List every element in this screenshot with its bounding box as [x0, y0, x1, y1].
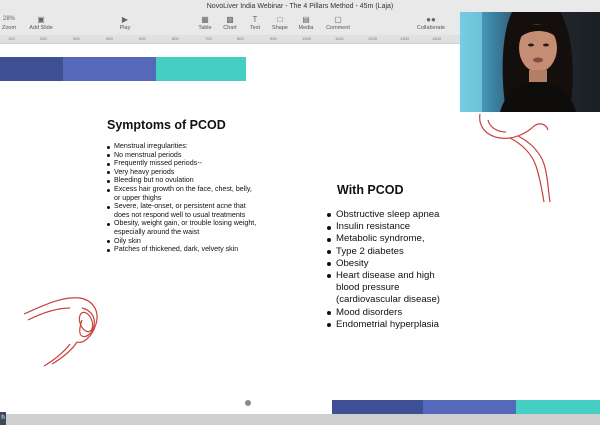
- top-bar-teal: [156, 57, 246, 81]
- list-item: Obesity, weight gain, or trouble losing weight, especially around the waist: [107, 219, 257, 236]
- bottom-status-strip: [0, 414, 600, 425]
- ruler-tick: 900: [270, 36, 277, 41]
- list-item: Insulin resistance: [327, 221, 457, 233]
- chart-icon: ▩: [226, 15, 234, 24]
- ruler-tick: 1100: [335, 36, 344, 41]
- list-item: Bleeding but no ovulation: [107, 176, 257, 185]
- right-heading: With PCOD: [337, 183, 404, 197]
- media-label: Media: [298, 25, 314, 31]
- bottom-bar-teal: [516, 400, 600, 414]
- play-label: Play: [119, 25, 131, 31]
- list-item: Patches of thickened, dark, velvety skin: [107, 245, 257, 254]
- window-title: NovoLiver India Webinar - The 4 Pillars Method - 45m (Laja): [206, 3, 394, 10]
- ruler-tick: 200: [40, 36, 47, 41]
- list-item: Heart disease and high blood pressure (cardiovascular disease): [327, 270, 457, 307]
- add-slide-button[interactable]: [24, 13, 58, 31]
- ruler-tick: 500: [139, 36, 146, 41]
- list-item: Menstrual irregularities:: [107, 142, 257, 151]
- zoom-label: Zoom: [1, 25, 17, 31]
- symptoms-list: [107, 142, 257, 254]
- play-icon: ▶: [121, 15, 129, 24]
- uterus-illustration-left: [22, 284, 112, 369]
- list-item: Obstructive sleep apnea: [327, 209, 457, 221]
- media-icon: ▤: [302, 15, 310, 24]
- list-item: Very heavy periods: [107, 168, 257, 177]
- text-label: Text: [249, 25, 261, 31]
- add-slide-icon: ▣: [37, 15, 45, 24]
- comment-label: Comment: [326, 25, 350, 31]
- zoom-value[interactable]: 28%: [2, 16, 15, 22]
- ruler-tick: 1200: [368, 36, 377, 41]
- ruler-tick: 100: [8, 36, 15, 41]
- add-slide-label: Add Slide: [29, 25, 53, 31]
- list-item: Obesity: [327, 258, 457, 270]
- list-item: Excess hair growth on the face, chest, belly, or upper thighs: [107, 185, 257, 202]
- presenter-video-frame: [460, 12, 600, 112]
- comment-button[interactable]: [321, 13, 355, 31]
- shape-icon: □: [277, 15, 283, 24]
- zoom-control[interactable]: [0, 13, 26, 31]
- table-label: Table: [198, 25, 212, 31]
- top-bar-blue: [63, 57, 156, 81]
- ruler-tick: 400: [106, 36, 113, 41]
- collaborate-button[interactable]: [411, 13, 451, 31]
- left-heading: Symptoms of PCOD: [107, 118, 226, 132]
- collaborate-icon: ●●: [426, 15, 436, 24]
- bottom-bar-navy: [332, 400, 423, 414]
- slide-indicator-dot[interactable]: [245, 400, 251, 406]
- list-item: Frequently missed periods--: [107, 159, 257, 168]
- list-item: Severe, late-onset, or persistent acne that does not respond well to usual treatments: [107, 202, 257, 219]
- play-button[interactable]: [108, 13, 142, 31]
- uterus-illustration-right: [470, 110, 555, 205]
- list-item: Endometrial hyperplasia: [327, 319, 457, 331]
- media-button[interactable]: [289, 13, 323, 31]
- ruler-tick: 300: [73, 36, 80, 41]
- bottom-bar-blue: [423, 400, 516, 414]
- sidebar-toggle[interactable]: h: [0, 412, 6, 425]
- list-item: Metabolic syndrome,: [327, 233, 457, 245]
- table-icon: ▦: [201, 15, 209, 24]
- list-item: Oily skin: [107, 237, 257, 246]
- chart-label: Chart: [223, 25, 237, 31]
- comment-icon: ▢: [334, 15, 342, 24]
- ruler-tick: 600: [172, 36, 179, 41]
- list-item: No menstrual periods: [107, 151, 257, 160]
- ruler-tick: 800: [237, 36, 244, 41]
- list-item: Type 2 diabetes: [327, 246, 457, 258]
- webcam-video[interactable]: [460, 12, 600, 112]
- conditions-list: [327, 209, 457, 331]
- ruler-tick: 1000: [302, 36, 311, 41]
- text-icon: T: [252, 15, 258, 24]
- shape-label: Shape: [272, 25, 288, 31]
- ruler-tick: 1300: [400, 36, 409, 41]
- list-item: Mood disorders: [327, 307, 457, 319]
- ruler-tick: 1400: [432, 36, 441, 41]
- ruler-tick: 700: [205, 36, 212, 41]
- collaborate-label: Collaborate: [416, 25, 446, 31]
- top-bar-navy: [0, 57, 63, 81]
